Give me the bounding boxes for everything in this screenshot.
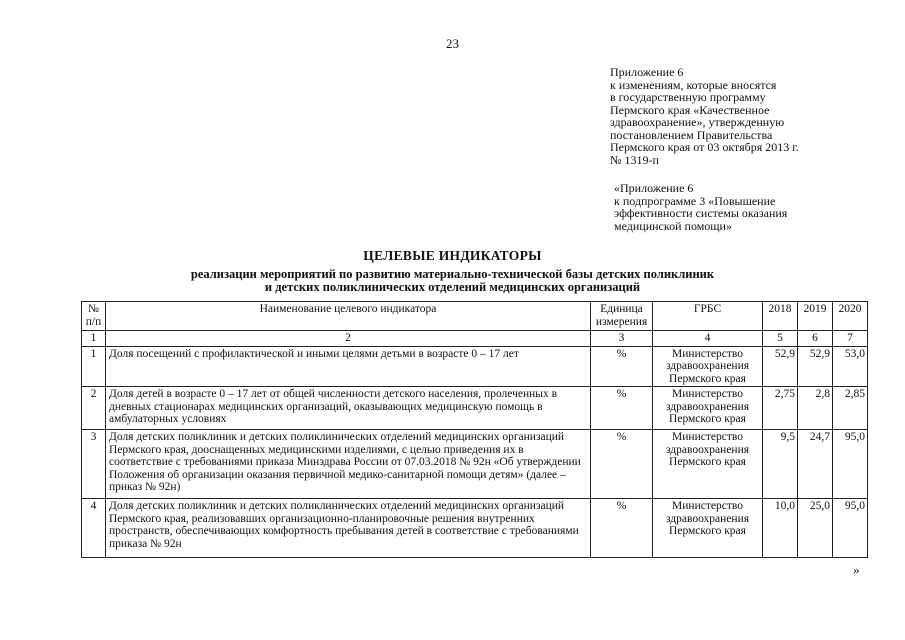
appendix-line: постановлением Правительства: [610, 127, 773, 142]
row-indicator-name: Доля детских поликлиник и детских поликлинических отделений медицинских организаций Пермского края, дооснащенных медицинскими изделиями, с целью приведения их в соответствие с требованиями приказа Минздрава России от 07.03.2018 № 92н «Об утверждении Положения об организации оказания первичной медико-санитарной помощи детям» (далее – приказ № 92н): [106, 430, 591, 499]
index-cell: 5: [763, 331, 798, 347]
row-value-2019: 24,7: [798, 430, 833, 499]
row-value-2018: 9,5: [763, 430, 798, 499]
row-value-2018: 2,75: [763, 387, 798, 430]
table-row: [82, 346, 868, 387]
index-cell: 1: [82, 331, 106, 347]
table-row: [82, 430, 868, 499]
row-value-2020: 95,0: [833, 430, 868, 499]
header-num: № п/п: [82, 302, 106, 331]
index-cell: 4: [653, 331, 763, 347]
row-num: 3: [82, 430, 106, 499]
row-value-2018: 10,0: [763, 499, 798, 558]
row-value-2020: 2,85: [833, 387, 868, 430]
row-indicator-name: Доля посещений с профилактической и иными целями детьми в возрасте 0 – 17 лет: [106, 346, 591, 387]
row-value-2020: 53,0: [833, 346, 868, 387]
row-unit: %: [591, 499, 653, 558]
document-subtitle-line-2: и детских поликлинических отделений медицинских организаций: [264, 280, 641, 294]
index-cell: 7: [833, 331, 868, 347]
appendix-line: в государственную программу: [610, 90, 766, 104]
table-index-row: [82, 331, 868, 347]
row-unit: %: [591, 387, 653, 430]
row-value-2019: 2,8: [798, 387, 833, 430]
header-year-2018: 2018: [763, 302, 798, 331]
appendix-line: Пермского края «Качественное: [610, 102, 770, 117]
header-name: Наименование целевого индикатора: [106, 302, 591, 331]
index-cell: 6: [798, 331, 833, 347]
row-grbs: Министерство здравоохранения Пермского края: [653, 499, 763, 558]
row-value-2020: 95,0: [833, 499, 868, 558]
row-num: 2: [82, 387, 106, 430]
appendix-line: Пермского края от 03 октября 2013 г.: [610, 140, 799, 154]
appendix-line: эффективности системы оказания: [614, 206, 788, 220]
table-row: [82, 499, 868, 558]
appendix-block-2: [614, 182, 787, 232]
row-num: 1: [82, 346, 106, 387]
row-num: 4: [82, 499, 106, 558]
row-value-2018: 52,9: [763, 346, 798, 387]
table-row: [82, 387, 868, 430]
row-value-2019: 25,0: [798, 499, 833, 558]
row-value-2019: 52,9: [798, 346, 833, 387]
document-title: ЦЕЛЕВЫЕ ИНДИКАТОРЫ: [363, 248, 542, 263]
appendix-line: «Приложение 6: [614, 181, 694, 195]
row-unit: %: [591, 430, 653, 499]
row-indicator-name: Доля детей в возрасте 0 – 17 лет от общей численности детского населения, пролеченных в дневных стационарах медицинских организаций, оказывающих медицинскую помощь в амбулаторных условиях: [106, 387, 591, 430]
appendix-line: к изменениям, которые вносятся: [610, 77, 777, 92]
indicators-table: [81, 301, 868, 558]
row-grbs: Министерство здравоохранения Пермского края: [653, 387, 763, 430]
index-cell: 3: [591, 331, 653, 347]
appendix-line: № 1319-п: [610, 152, 659, 167]
header-year-2020: 2020: [833, 302, 868, 331]
table-header-row: [82, 302, 868, 331]
header-year-2019: 2019: [798, 302, 833, 331]
document-subtitle-line-1: реализации мероприятий по развитию материально-технической базы детских поликлиник: [190, 267, 715, 281]
row-unit: %: [591, 346, 653, 387]
appendix-line: здравоохранение», утвержденную: [610, 115, 785, 129]
row-grbs: Министерство здравоохранения Пермского края: [653, 430, 763, 499]
header-grbs: ГРБС: [653, 302, 763, 331]
row-indicator-name: Доля детских поликлиник и детских поликлинических отделений медицинских организаций Пермского края, реализовавших организационно-планировочные решения внутренних пространств, обеспечивающих комфортность пребывания детей в соответствие с требованиями приказа № 92н: [106, 499, 591, 558]
index-cell: 2: [106, 331, 591, 347]
page-number: 23: [446, 36, 459, 51]
appendix-line: к подпрограмме 3 «Повышение: [614, 193, 776, 208]
closing-quote: »: [853, 562, 860, 577]
appendix-line: медицинской помощи»: [614, 218, 732, 233]
appendix-line: Приложение 6: [610, 65, 684, 79]
appendix-block-1: [610, 66, 799, 166]
row-grbs: Министерство здравоохранения Пермского края: [653, 346, 763, 387]
header-unit: Единица измерения: [591, 302, 653, 331]
